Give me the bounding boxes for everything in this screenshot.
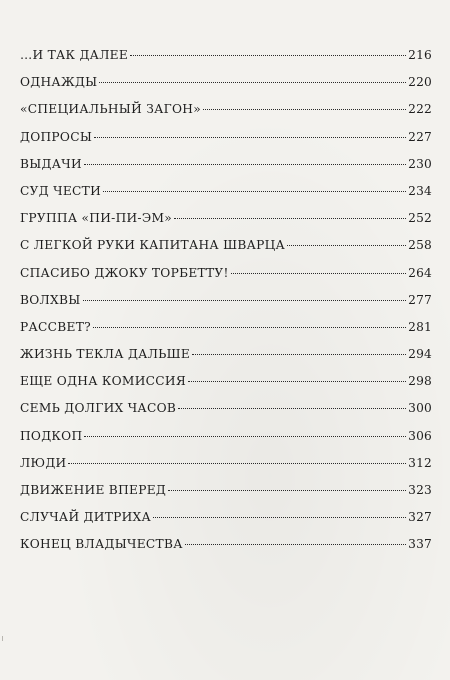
toc-dot-leader bbox=[153, 517, 406, 518]
toc-dot-leader bbox=[130, 55, 406, 56]
toc-entry-title: ДОПРОСЫ bbox=[20, 129, 93, 144]
toc-entry-title: ЕЩЕ ОДНА КОМИССИЯ bbox=[20, 374, 186, 389]
toc-dot-leader bbox=[231, 273, 406, 274]
toc-entry bbox=[20, 456, 432, 483]
toc-entry-page-number: 312 bbox=[408, 455, 432, 470]
toc-entry-page-number: 216 bbox=[408, 48, 432, 62]
toc-entry-page-number: 337 bbox=[408, 537, 432, 552]
toc-dot-leader bbox=[83, 300, 407, 301]
toc-dot-leader bbox=[99, 82, 406, 83]
toc-entry-title: ПОДКОП bbox=[20, 428, 83, 443]
toc-entry bbox=[20, 483, 432, 510]
toc-entry bbox=[20, 48, 432, 75]
toc-entry-title: ОДНАЖДЫ bbox=[20, 75, 98, 90]
toc-entry-page-number: 306 bbox=[408, 428, 432, 443]
toc-dot-leader bbox=[93, 327, 406, 328]
toc-entry-title: ВЫДАЧИ bbox=[20, 156, 82, 171]
toc-entry bbox=[20, 211, 432, 238]
toc-entry-title: СПАСИБО ДЖОКУ ТОРБЕТТУ! bbox=[20, 265, 229, 280]
toc-entry-page-number: 230 bbox=[408, 156, 432, 171]
toc-entry-page-number: 300 bbox=[408, 401, 432, 416]
toc-entry-page-number: 281 bbox=[408, 319, 432, 334]
toc-dot-leader bbox=[203, 109, 406, 110]
toc-dot-leader bbox=[84, 436, 406, 437]
toc-entry-title: КОНЕЦ ВЛАДЫЧЕСТВА bbox=[20, 537, 183, 552]
toc-entry-title: ДВИЖЕНИЕ ВПЕРЕД bbox=[20, 483, 167, 497]
toc-entry-title: СУД ЧЕСТИ bbox=[20, 183, 102, 198]
toc-entry-page-number: 264 bbox=[408, 265, 432, 280]
toc-entry-title: РАССВЕТ? bbox=[20, 319, 91, 334]
toc-entry-page-number: 252 bbox=[408, 211, 432, 226]
toc-entry-title: ВОЛХВЫ bbox=[20, 292, 81, 307]
toc-dot-leader bbox=[168, 490, 406, 491]
toc-dot-leader bbox=[185, 544, 406, 545]
toc-entry bbox=[20, 102, 432, 129]
toc-entry-title: ГРУППА «ПИ-ПИ-ЭМ» bbox=[20, 211, 173, 226]
toc-entry-title: …И ТАК ДАЛЕЕ bbox=[20, 48, 129, 62]
toc-dot-leader bbox=[188, 381, 406, 382]
toc-dot-leader bbox=[84, 164, 406, 165]
toc-entry bbox=[20, 293, 432, 320]
toc-entry-page-number: 234 bbox=[408, 183, 432, 198]
toc-entry-title: ЖИЗНЬ ТЕКЛА ДАЛЬШЕ bbox=[20, 347, 191, 362]
toc-entry bbox=[20, 510, 432, 537]
toc-entry bbox=[20, 75, 432, 102]
toc-entry-title: С ЛЕГКОЙ РУКИ КАПИТАНА ШВАРЦА bbox=[20, 238, 286, 253]
toc-entry-title: СЕМЬ ДОЛГИХ ЧАСОВ bbox=[20, 401, 177, 416]
toc-dot-leader bbox=[174, 218, 406, 219]
toc-entry-page-number: 294 bbox=[408, 347, 432, 362]
toc-dot-leader bbox=[178, 408, 406, 409]
toc-entry-page-number: 323 bbox=[408, 483, 432, 497]
toc-entry-page-number: 298 bbox=[408, 374, 432, 389]
toc-dot-leader bbox=[68, 463, 406, 464]
page-edge-mark bbox=[2, 636, 6, 641]
toc-entry bbox=[20, 266, 432, 293]
toc-entry-page-number: 222 bbox=[408, 102, 432, 117]
toc-entry bbox=[20, 429, 432, 456]
toc-entry-title: «СПЕЦИАЛЬНЫЙ ЗАГОН» bbox=[20, 102, 201, 117]
toc-entry-page-number: 227 bbox=[408, 129, 432, 144]
table-of-contents bbox=[20, 48, 432, 565]
toc-dot-leader bbox=[192, 354, 406, 355]
toc-entry-page-number: 277 bbox=[408, 292, 432, 307]
toc-entry bbox=[20, 184, 432, 211]
toc-entry-page-number: 220 bbox=[408, 75, 432, 90]
toc-dot-leader bbox=[94, 137, 406, 138]
toc-entry bbox=[20, 320, 432, 347]
toc-entry-title: СЛУЧАЙ ДИТРИХА bbox=[20, 510, 152, 525]
toc-entry bbox=[20, 238, 432, 265]
toc-dot-leader bbox=[103, 191, 406, 192]
toc-entry bbox=[20, 157, 432, 184]
toc-entry bbox=[20, 537, 432, 564]
toc-entry-page-number: 327 bbox=[408, 510, 432, 525]
toc-entry bbox=[20, 347, 432, 374]
toc-entry-title: ЛЮДИ bbox=[20, 455, 67, 470]
toc-entry bbox=[20, 130, 432, 157]
toc-dot-leader bbox=[287, 245, 406, 246]
toc-entry-page-number: 258 bbox=[408, 238, 432, 253]
toc-entry bbox=[20, 401, 432, 428]
toc-entry bbox=[20, 374, 432, 401]
